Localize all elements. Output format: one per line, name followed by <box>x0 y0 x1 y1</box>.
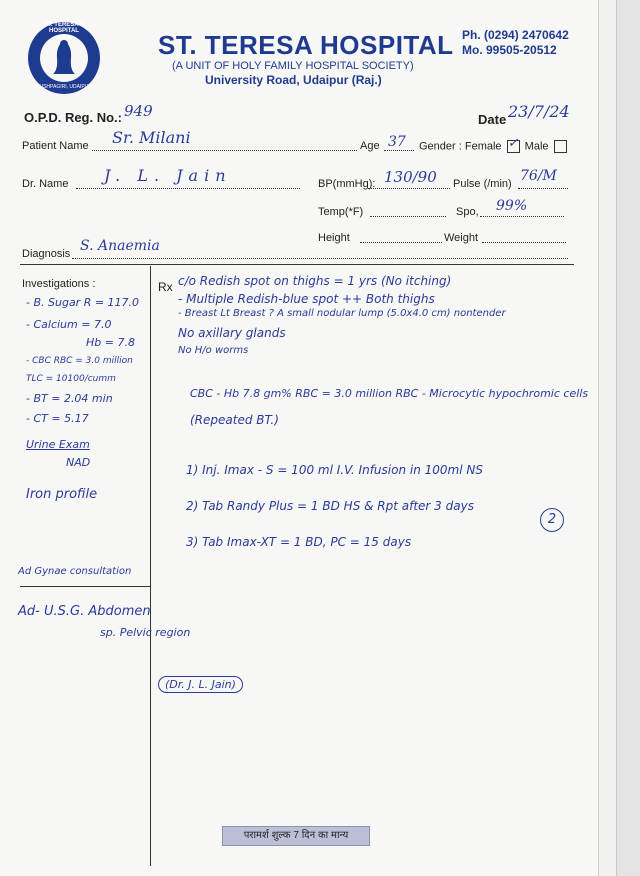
temp-label: Temp(*F) <box>318 206 364 218</box>
section-divider <box>20 264 574 265</box>
pulse-label: Pulse (/min) <box>453 178 512 190</box>
age-label: Age <box>360 140 380 152</box>
investigation-line: - CT = 5.17 <box>26 412 89 425</box>
consultation-fee-stamp: परामर्श शुल्क 7 दिन का मान्य <box>222 826 370 846</box>
pulse-line <box>518 188 568 189</box>
opd-value: 949 <box>124 102 153 120</box>
diagnosis-value: S. Anaemia <box>80 238 160 254</box>
circled-number: 2 <box>540 508 564 532</box>
diagnosis-line <box>72 258 568 259</box>
age-value: 37 <box>388 134 406 150</box>
diagnosis-label: Diagnosis <box>22 248 71 260</box>
bp-line <box>368 188 450 189</box>
gender-female-label: Gender : Female <box>419 140 502 153</box>
rx-line: 3) Tab Imax-XT = 1 BD, PC = 15 days <box>186 535 412 549</box>
weight-line <box>482 242 566 243</box>
doctor-name-line <box>76 188 300 189</box>
column-divider <box>150 266 151 866</box>
rx-line: c/o Redish spot on thighs = 1 yrs (No itching) <box>178 274 452 288</box>
pulse-value: 76/M <box>520 168 557 184</box>
phone-number: Ph. (0294) 2470642 <box>462 28 569 42</box>
date-value: 23/7/24 <box>508 102 570 121</box>
checkmark-icon: ✓ <box>507 136 519 151</box>
gender-male-label: Male <box>524 140 549 153</box>
hospital-logo <box>26 20 102 96</box>
rx-line: - Multiple Redish-blue spot ++ Both thighs <box>178 292 435 306</box>
investigations-list <box>26 294 150 504</box>
doctor-signature: (Dr. J. L. Jain) <box>158 676 243 693</box>
investigation-line: NAD <box>66 456 91 469</box>
weight-label: Weight <box>444 232 479 244</box>
patient-name-label: Patient Name <box>22 140 89 152</box>
male-checkbox[interactable] <box>554 140 567 153</box>
bp-value: 130/90 <box>384 168 437 186</box>
investigation-line: Urine Exam <box>26 438 90 451</box>
rx-line: CBC - Hb 7.8 gm% RBC = 3.0 million RBC - Microcytic hypochromic cells <box>190 387 589 400</box>
investigation-line: - B. Sugar R = 117.0 <box>26 296 140 309</box>
hospital-address: University Road, Udaipur (Raj.) <box>205 73 382 87</box>
advice-gynae: Ad Gynae consultation <box>18 566 132 577</box>
rx-line: No H/o worms <box>178 345 249 356</box>
investigation-line: Iron profile <box>26 487 98 502</box>
spo-label: Spo, <box>456 206 479 218</box>
rx-cbc <box>190 386 590 428</box>
spo-line <box>480 216 564 217</box>
patient-name-line <box>92 150 357 151</box>
height-label: Height <box>318 232 350 244</box>
investigation-line: - CBC RBC = 3.0 million <box>26 356 133 366</box>
doctor-name-label: Dr. Name <box>22 178 69 190</box>
investigation-line: - Calcium = 7.0 <box>26 318 112 331</box>
rx-line: 2) Tab Randy Plus = 1 BD HS & Rpt after 3 days <box>186 499 474 513</box>
rx-line: - Breast Lt Breast ? A small nodular lump (5.0x4.0 cm) nontender <box>178 308 506 319</box>
age-line <box>384 150 414 151</box>
height-line <box>360 242 442 243</box>
advice-pelvic: sp. Pelvic region <box>100 626 191 639</box>
mobile-number: Mo. 99505-20512 <box>462 43 557 57</box>
date-label: Date <box>478 112 507 127</box>
logo-text-bottom: PUSHPAGIRI, UDAIPUR <box>36 84 92 90</box>
spo-value: 99% <box>496 198 528 214</box>
doctor-name-value: J. L. Jain <box>104 166 232 185</box>
rx-line: No axillary glands <box>178 326 286 340</box>
advice-usg: Ad- U.S.G. Abdomen <box>18 604 151 619</box>
investigation-line: TLC = 10100/cumm <box>26 374 116 384</box>
hospital-subtitle: (A UNIT OF HOLY FAMILY HOSPITAL SOCIETY) <box>172 60 414 72</box>
logo-text-top: ST. TERESA'S HOSPITAL <box>43 22 85 34</box>
bp-label: BP(mmHg): <box>318 178 376 190</box>
investigations-label: Investigations : <box>22 278 96 290</box>
investigation-line: - BT = 2.04 min <box>26 392 113 405</box>
female-checkbox[interactable] <box>507 136 520 153</box>
underlying-page-edge <box>598 0 617 876</box>
rx-line: 1) Inj. Imax - S = 100 ml I.V. Infusion in 100ml NS <box>186 463 483 477</box>
rx-label: Rx <box>158 280 173 294</box>
underlying-page-edge-2 <box>616 0 640 876</box>
contact-block <box>462 28 569 58</box>
investigation-line: Hb = 7.8 <box>86 336 135 349</box>
hospital-name: ST. TERESA HOSPITAL <box>158 30 454 60</box>
gender-label <box>419 136 569 153</box>
rx-medications <box>186 452 596 560</box>
patient-name-value: Sr. Milani <box>112 128 191 147</box>
rx-line: (Repeated BT.) <box>190 413 279 427</box>
temp-line <box>370 216 446 217</box>
rx-notes <box>178 272 588 360</box>
advice-divider <box>20 586 150 587</box>
opd-label: O.P.D. Reg. No.: <box>24 110 122 125</box>
